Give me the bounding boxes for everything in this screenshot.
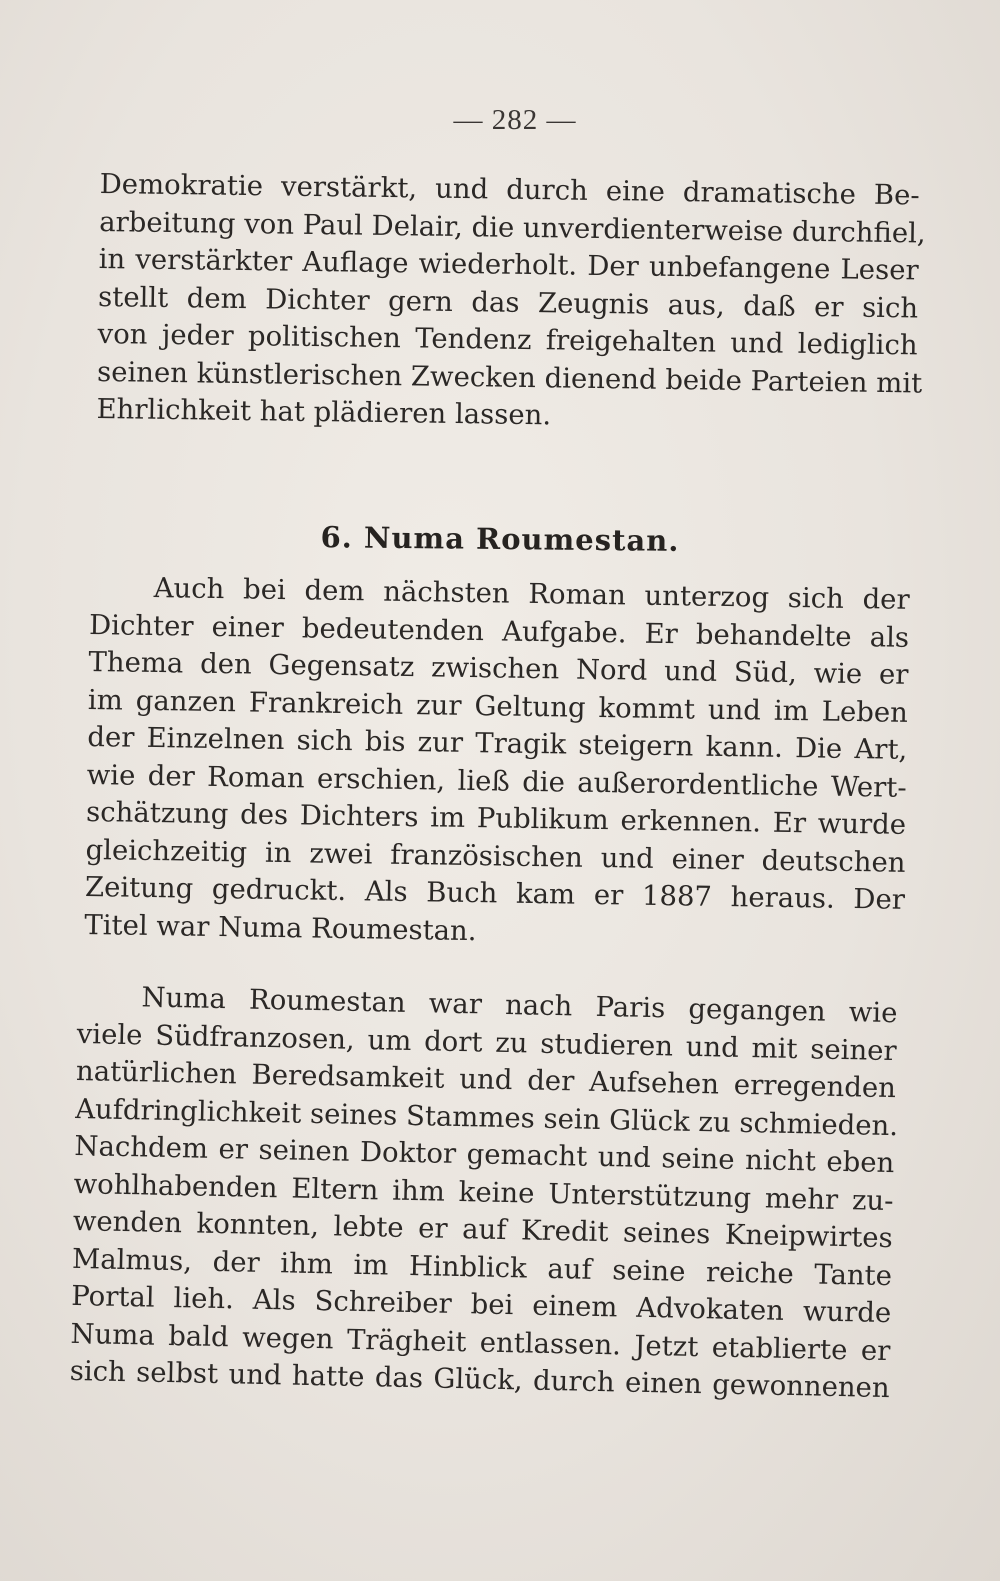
text-line: Thema den Gegensatz zwischen Nord und Süd, wie er	[88, 645, 909, 691]
section-heading: 6. Numa Roumestan.	[320, 520, 680, 558]
text-line: arbeitung von Paul Delair, die unverdienterweise durchfiel,	[99, 205, 926, 250]
text-line: sich selbst und hatte das Glück, durch einen gewonnenen	[69, 1354, 890, 1405]
text-line: gleichzeitig in zwei französischen und einer deutschen	[85, 833, 906, 879]
text-line: wenden konnten, lebte er auf Kredit seines Kneipwirtes	[72, 1204, 894, 1255]
text-line: Ehrlichkeit hat plädieren lassen.	[96, 392, 552, 432]
text-line: Auch bei dem nächsten Roman unterzog sich der	[153, 572, 910, 616]
text-line: natürlichen Beredsamkeit und der Aufsehen erregenden	[75, 1054, 897, 1105]
text-line: wohlhabenden Eltern ihm keine Unterstützung mehr zu-	[73, 1167, 894, 1217]
page-number: — 282 —	[453, 104, 577, 136]
text-line: Portal lieh. Als Schreiber bei einem Advokaten wurde	[71, 1279, 892, 1330]
paragraph-3	[69, 978, 897, 1408]
text-line: in verstärkter Auflage wiederholt. Der unbefangene Leser	[98, 242, 919, 287]
text-line: Dichter einer bedeutenden Aufgabe. Er behandelte als	[88, 608, 910, 654]
text-line: schätzung des Dichters im Publikum erkennen. Er wurde	[85, 795, 907, 841]
text-line: Zeitung gedruckt. Als Buch kam er 1887 heraus. Der	[84, 870, 906, 916]
text-line: der Einzelnen sich bis zur Tragik steigern kann. Die Art,	[87, 720, 908, 766]
text-line: Malmus, der ihm im Hinblick auf seine reiche Tante	[71, 1242, 893, 1292]
text-line: Numa bald wegen Trägheit entlassen. Jetzt etablierte er	[70, 1317, 891, 1367]
text-line: Aufdringlichkeit seines Stammes sein Glück zu schmieden.	[74, 1092, 899, 1142]
text-line: Titel war Numa Roumestan.	[84, 908, 477, 947]
text-line: Demokratie verstärkt, und durch eine dramatische Be-	[99, 167, 920, 212]
paragraph-2	[84, 569, 910, 957]
text-line: seinen künstlerischen Zwecken dienend beide Parteien mit	[96, 355, 923, 399]
text-line: im ganzen Frankreich zur Geltung kommt und im Leben	[87, 683, 909, 729]
text-line: stellt dem Dichter gern das Zeugnis aus, daß er sich	[97, 280, 919, 324]
text-line: wie der Roman erschien, ließ die außerordentliche Wert-	[86, 758, 907, 804]
text-line: Nachdem er seinen Doktor gemacht und seine nicht eben	[74, 1129, 895, 1180]
paragraph-1	[96, 166, 926, 440]
text-line: viele Südfranzosen, um dort zu studieren und mit seiner	[76, 1017, 897, 1067]
text-line: Numa Roumestan war nach Paris gegangen wie	[141, 981, 898, 1030]
text-line: von jeder politischen Tendenz freigehalten und lediglich	[97, 317, 918, 362]
